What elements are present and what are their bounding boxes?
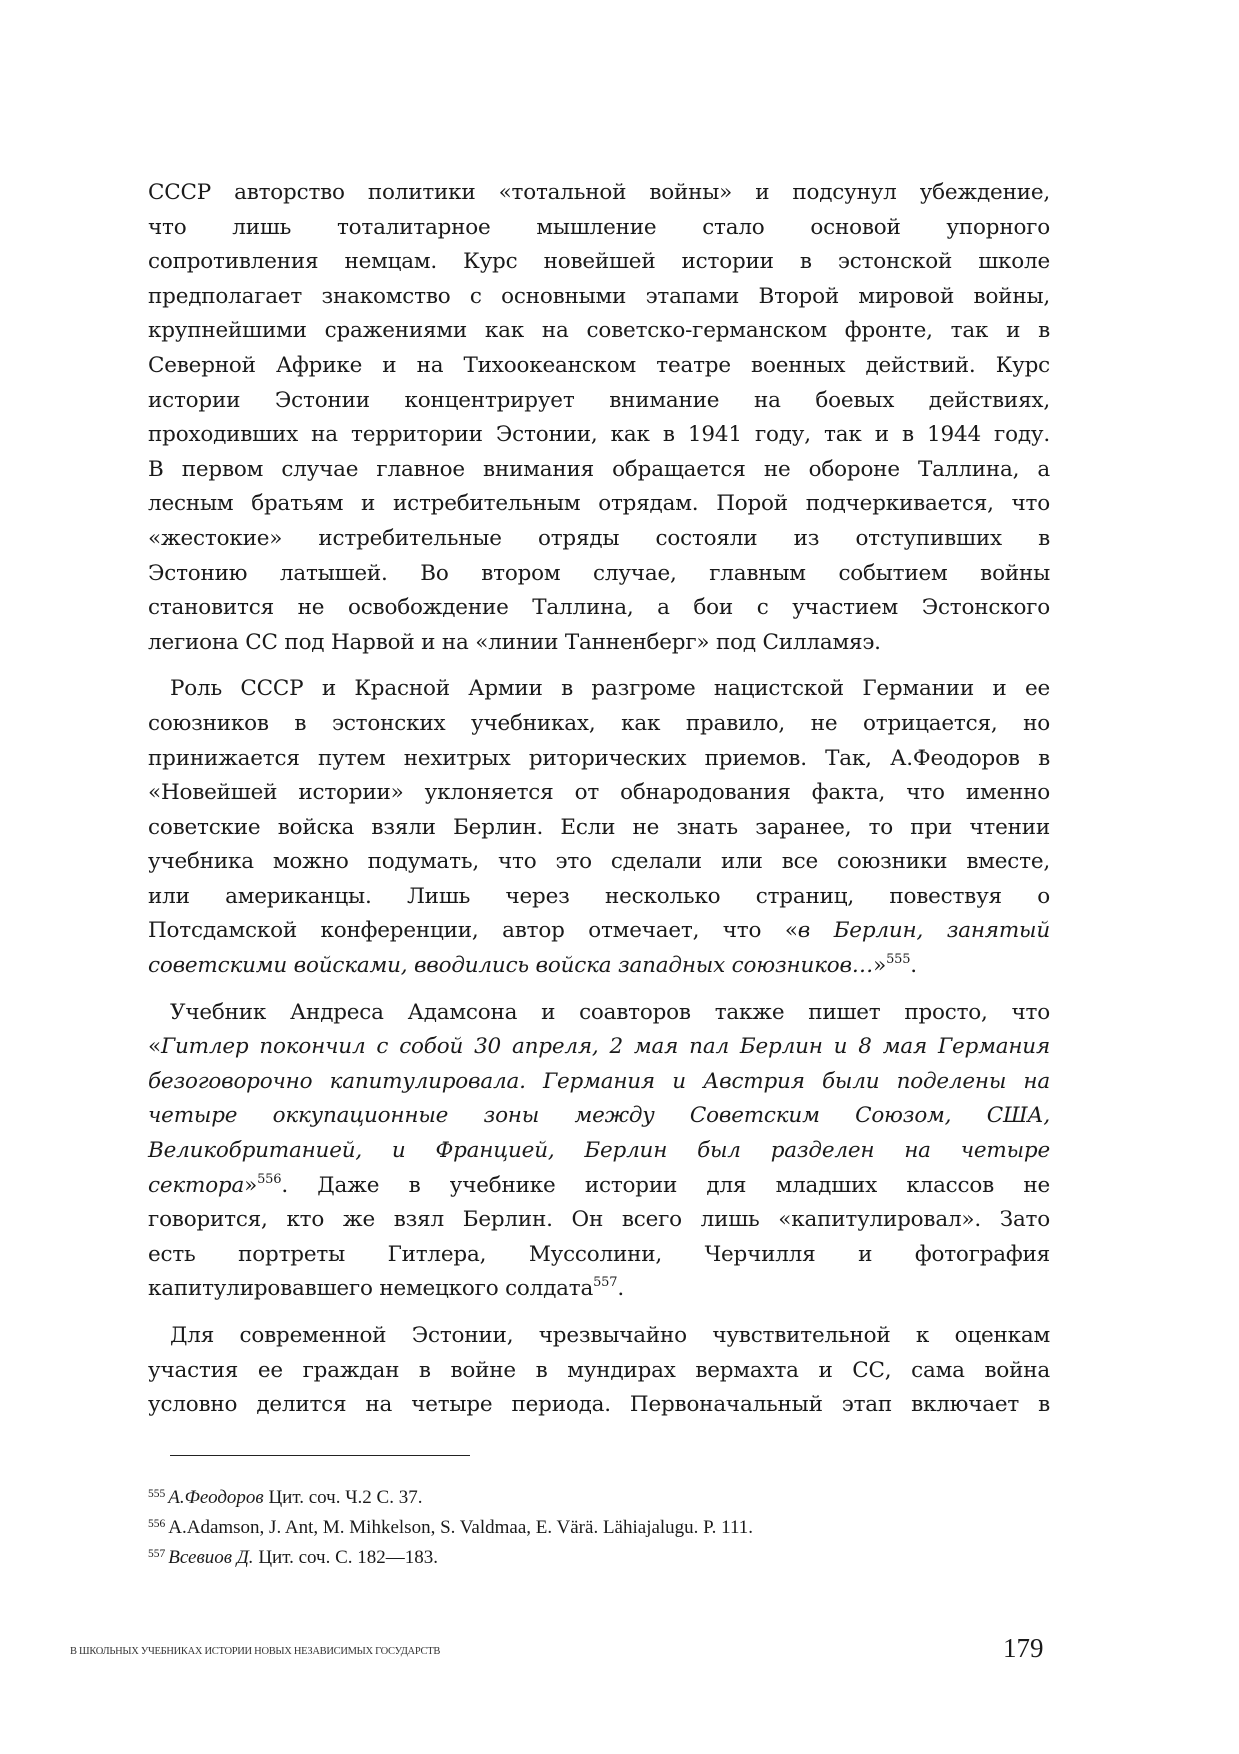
text-line: принижается путем нехитрых риторических приемов. Так, А.Феодоров в xyxy=(148,745,1050,771)
text-line xyxy=(148,1030,1050,1065)
text-line: Северной Африке и на Тихоокеанском театре военных действий. Курс xyxy=(148,352,1050,378)
text-line: Великобританией, и Францией, Берлин был разделен на четыре xyxy=(148,1138,1050,1164)
period: . xyxy=(617,1276,624,1302)
text-line: легиона СС под Нарвой и на «линии Танненберг» под Силламяэ. xyxy=(148,629,881,655)
italic-quote: Гитлер покончил с собой 30 апреля, 2 мая пал Берлин и 8 мая Германия xyxy=(160,1034,1050,1060)
page-number: 179 xyxy=(1003,1633,1044,1663)
paragraph-1 xyxy=(148,176,1050,660)
text-line: Учебник Андреса Адамсона и соавторов также пишет просто, что xyxy=(170,999,1050,1025)
text-line: учебника можно подумать, что это сделали или все союзники вместе, xyxy=(148,849,1050,875)
footnote-557 xyxy=(148,1543,753,1573)
text-line: «жестокие» истребительные отряды состояли из отступивших в xyxy=(148,525,1050,551)
italic-quote: в Берлин, занятый xyxy=(797,918,1050,944)
quote-close: » xyxy=(244,1172,258,1198)
footnote-text: Цит. соч. С. 182—183. xyxy=(253,1547,438,1568)
text-line xyxy=(148,949,1050,984)
footnote-555 xyxy=(148,1483,753,1513)
plain-text: Потсдамской конференции, автор отмечает, что « xyxy=(148,918,798,944)
text-line: говорится, кто же взял Берлин. Он всего лишь «капитулировал». Зато xyxy=(148,1207,1050,1233)
running-title: В ШКОЛЬНЫХ УЧЕБНИКАХ ИСТОРИИ НОВЫХ НЕЗАВИСИМЫХ ГОСУДАРСТВ xyxy=(70,1646,441,1657)
text-line: советские войска взяли Берлин. Если не знать заранее, то при чтении xyxy=(148,814,1050,840)
plain-text: капитулировавшего немецкого солдата xyxy=(148,1276,594,1302)
text-line xyxy=(148,1169,1050,1204)
body-text xyxy=(148,176,1050,1435)
text-line: есть портреты Гитлера, Муссолини, Черчилля и фотография xyxy=(148,1241,1050,1267)
footnote-text: A.Adamson, J. Ant, M. Mihkelson, S. Valdmaa, E. Värä. Lähiajalugu. P. 111. xyxy=(168,1517,753,1538)
text-line: союзников в эстонских учебниках, как правило, не отрицается, но xyxy=(148,710,1050,736)
text-line xyxy=(148,1272,1050,1307)
text-line: что лишь тоталитарное мышление стало основой упорного xyxy=(148,214,1050,240)
footnote-ref-556[interactable]: 556 xyxy=(257,1171,282,1187)
paragraph-4 xyxy=(148,1319,1050,1423)
text-line: участия ее граждан в войне в мундирах вермахта и СС, сама война xyxy=(148,1357,1050,1383)
text-line: становится не освобождение Таллина, а бои с участием Эстонского xyxy=(148,595,1050,621)
footnote-author: А.Феодоров xyxy=(168,1487,264,1508)
text-line: или американцы. Лишь через несколько страниц, повествуя о xyxy=(148,883,1050,909)
quote-close: » xyxy=(873,953,887,979)
paragraph-3 xyxy=(148,996,1050,1307)
footnote-text: Цит. соч. Ч.2 С. 37. xyxy=(263,1487,423,1508)
text-line: безоговорочно капитулировала. Германия и Австрия были поделены на xyxy=(148,1068,1050,1094)
footnote-number: 555 xyxy=(148,1488,166,1500)
footnote-separator xyxy=(170,1455,470,1456)
text-line: проходивших на территории Эстонии, как в 1941 году, так и в 1944 году. xyxy=(148,422,1050,448)
plain-text: . Даже в учебнике истории для младших классов не xyxy=(281,1172,1050,1198)
text-line: Для современной Эстонии, чрезвычайно чувствительной к оценкам xyxy=(170,1323,1050,1348)
text-line: Роль СССР и Красной Армии в разгроме нацистской Германии и ее xyxy=(170,676,1050,702)
footnote-number: 556 xyxy=(148,1518,166,1530)
text-line xyxy=(148,914,1050,949)
text-line: условно делится на четыре периода. Первоначальный этап включает в xyxy=(148,1392,1050,1418)
text-line: сопротивления немцам. Курс новейшей истории в эстонской школе xyxy=(148,249,1050,275)
footnote-author: Всевиов Д. xyxy=(168,1547,254,1568)
footnote-556 xyxy=(148,1513,753,1543)
text-line: предполагает знакомство с основными этапами Второй мировой войны, xyxy=(148,283,1050,309)
period: . xyxy=(910,953,917,979)
text-line: лесным братьям и истребительным отрядам. Порой подчеркивается, что xyxy=(148,491,1050,517)
italic-quote: сектора xyxy=(148,1172,245,1198)
text-line: СССР авторство политики «тотальной войны» и подсунул убеждение, xyxy=(148,180,1050,205)
footnote-ref-557[interactable]: 557 xyxy=(593,1275,618,1291)
footnote-ref-555[interactable]: 555 xyxy=(886,952,911,968)
paragraph-2 xyxy=(148,672,1050,983)
text-line: В первом случае главное внимания обращается не обороне Таллина, а xyxy=(148,456,1050,482)
italic-quote: советскими войсками, вводились войска западных союзников… xyxy=(148,953,874,979)
footnote-number: 557 xyxy=(148,1548,166,1560)
text-line: крупнейшими сражениями как на советско-германском фронте, так и в xyxy=(148,318,1050,344)
footnotes xyxy=(148,1483,753,1573)
text-line: Эстонию латышей. Во втором случае, главным событием войны xyxy=(148,560,1050,586)
text-line: истории Эстонии концентрирует внимание на боевых действиях, xyxy=(148,387,1050,413)
quote-open: « xyxy=(148,1034,161,1060)
text-line: четыре оккупационные зоны между Советским Союзом, США, xyxy=(148,1103,1050,1129)
text-line: «Новейшей истории» уклоняется от обнародования факта, что именно xyxy=(148,780,1050,806)
